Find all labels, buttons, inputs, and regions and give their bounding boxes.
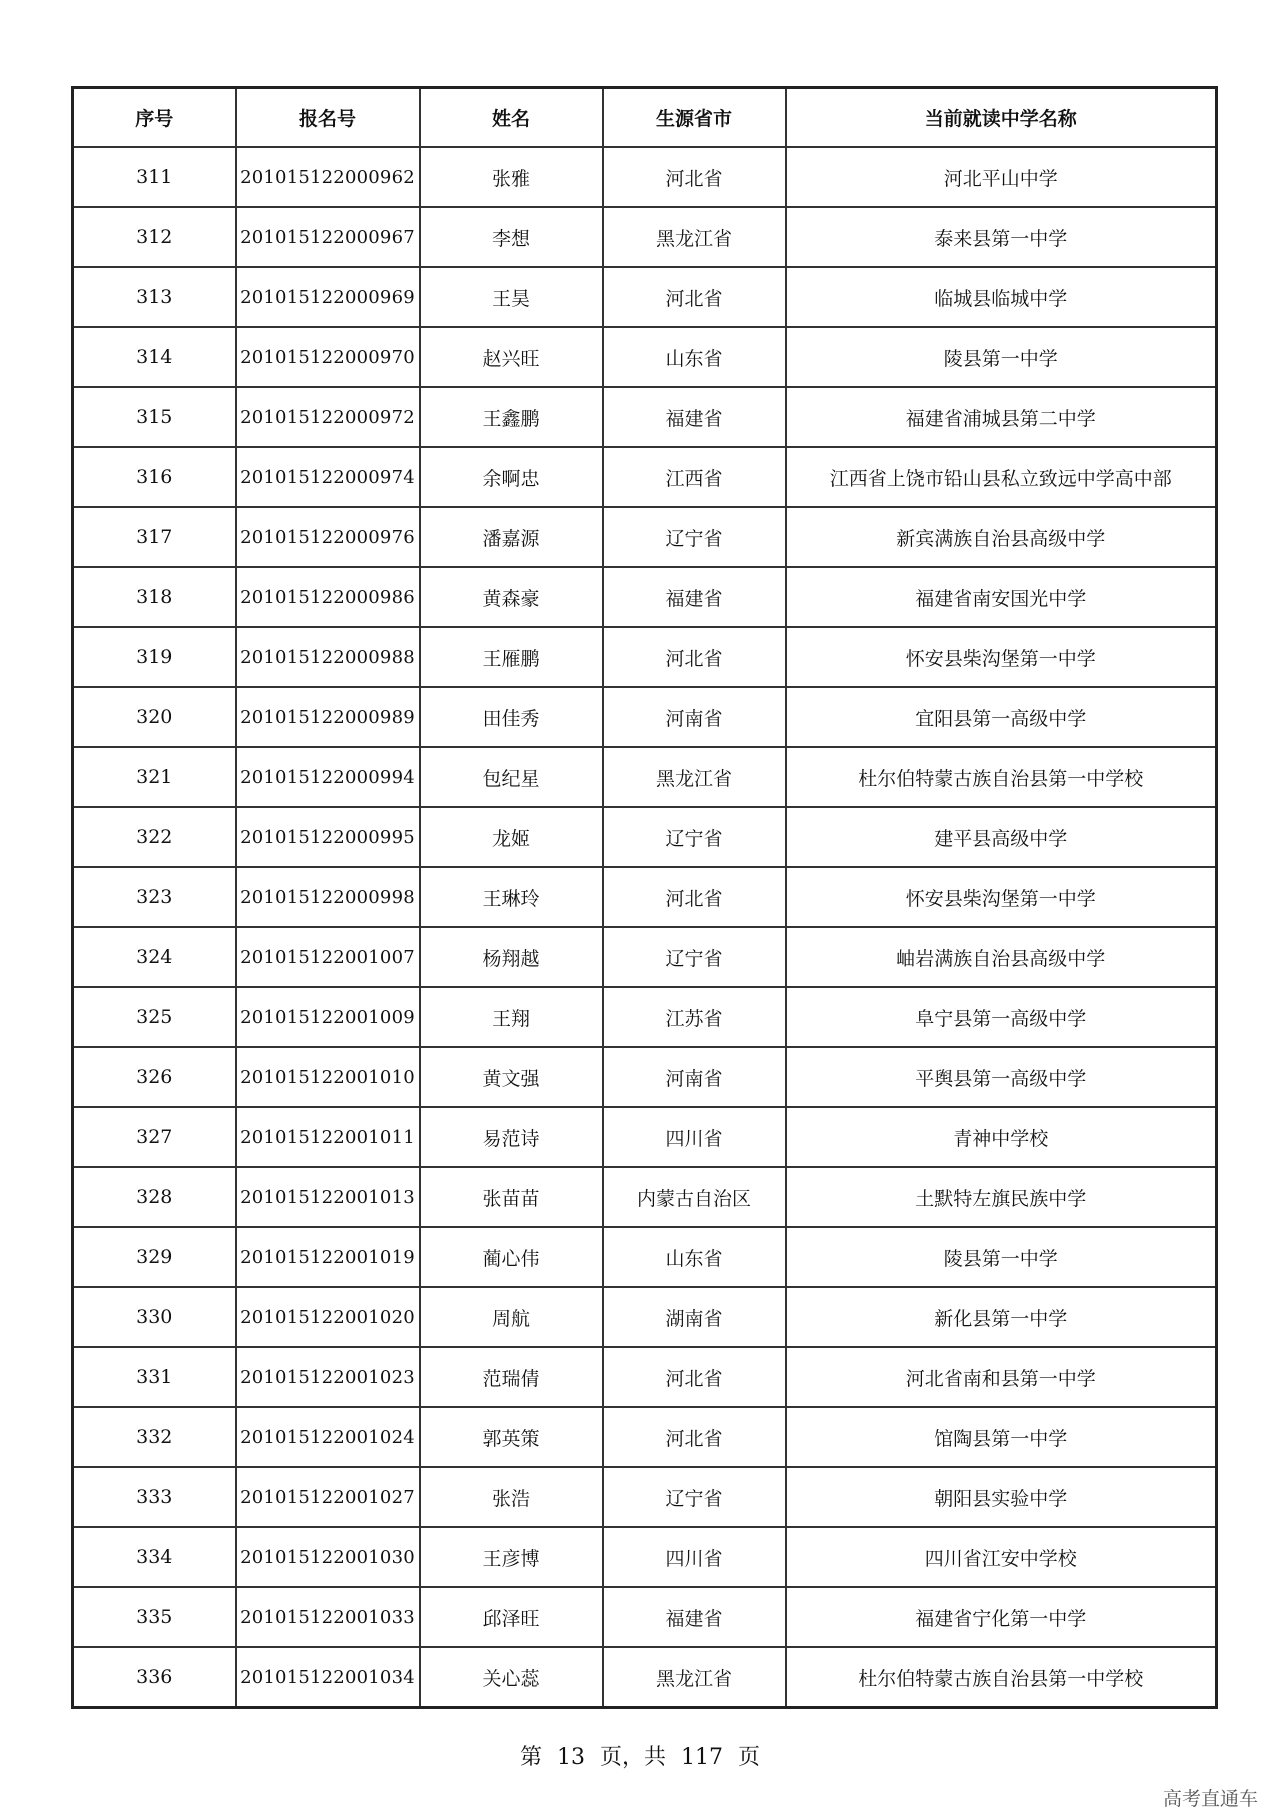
cell-school: 杜尔伯特蒙古族自治县第一中学校 bbox=[786, 747, 1217, 807]
table-header-row bbox=[73, 88, 1217, 148]
table-row bbox=[73, 747, 1217, 807]
cell-province: 河北省 bbox=[603, 627, 786, 687]
cell-registration-number: 201015122000995 bbox=[236, 807, 420, 867]
table-row bbox=[73, 267, 1217, 327]
cell-school: 四川省江安中学校 bbox=[786, 1527, 1217, 1587]
table-row bbox=[73, 687, 1217, 747]
cell-school: 建平县高级中学 bbox=[786, 807, 1217, 867]
cell-seq: 328 bbox=[73, 1167, 236, 1227]
table-row bbox=[73, 447, 1217, 507]
cell-seq: 334 bbox=[73, 1527, 236, 1587]
cell-name: 杨翔越 bbox=[420, 927, 603, 987]
cell-name: 王彦博 bbox=[420, 1527, 603, 1587]
cell-school: 陵县第一中学 bbox=[786, 327, 1217, 387]
cell-province: 内蒙古自治区 bbox=[603, 1167, 786, 1227]
cell-seq: 320 bbox=[73, 687, 236, 747]
cell-name: 范瑞倩 bbox=[420, 1347, 603, 1407]
cell-name: 黄森豪 bbox=[420, 567, 603, 627]
cell-school: 怀安县柴沟堡第一中学 bbox=[786, 627, 1217, 687]
cell-seq: 313 bbox=[73, 267, 236, 327]
cell-province: 辽宁省 bbox=[603, 1467, 786, 1527]
cell-school: 新宾满族自治县高级中学 bbox=[786, 507, 1217, 567]
cell-registration-number: 201015122000962 bbox=[236, 147, 420, 207]
cell-registration-number: 201015122000969 bbox=[236, 267, 420, 327]
cell-province: 河南省 bbox=[603, 1047, 786, 1107]
cell-school: 福建省浦城县第二中学 bbox=[786, 387, 1217, 447]
cell-province: 福建省 bbox=[603, 1587, 786, 1647]
header-seq: 序号 bbox=[73, 88, 236, 148]
page-number: 第 13 页，共 117 页 bbox=[520, 1745, 760, 1770]
cell-registration-number: 201015122001019 bbox=[236, 1227, 420, 1287]
cell-province: 江苏省 bbox=[603, 987, 786, 1047]
cell-name: 李想 bbox=[420, 207, 603, 267]
cell-name: 王雁鹏 bbox=[420, 627, 603, 687]
cell-school: 河北省南和县第一中学 bbox=[786, 1347, 1217, 1407]
header-name: 姓名 bbox=[420, 88, 603, 148]
cell-name: 王鑫鹏 bbox=[420, 387, 603, 447]
cell-province: 江西省 bbox=[603, 447, 786, 507]
cell-registration-number: 201015122001023 bbox=[236, 1347, 420, 1407]
cell-registration-number: 201015122000974 bbox=[236, 447, 420, 507]
cell-school: 土默特左旗民族中学 bbox=[786, 1167, 1217, 1227]
cell-school: 临城县临城中学 bbox=[786, 267, 1217, 327]
cell-name: 黄文强 bbox=[420, 1047, 603, 1107]
table-row bbox=[73, 1587, 1217, 1647]
cell-name: 周航 bbox=[420, 1287, 603, 1347]
cell-seq: 332 bbox=[73, 1407, 236, 1467]
cell-seq: 322 bbox=[73, 807, 236, 867]
cell-registration-number: 201015122000994 bbox=[236, 747, 420, 807]
cell-registration-number: 201015122001034 bbox=[236, 1647, 420, 1708]
cell-school: 河北平山中学 bbox=[786, 147, 1217, 207]
cell-seq: 330 bbox=[73, 1287, 236, 1347]
cell-seq: 316 bbox=[73, 447, 236, 507]
table-row bbox=[73, 1347, 1217, 1407]
cell-province: 河北省 bbox=[603, 147, 786, 207]
cell-province: 山东省 bbox=[603, 327, 786, 387]
roster-table bbox=[71, 86, 1218, 1709]
roster-table-container bbox=[71, 86, 1215, 1709]
cell-seq: 312 bbox=[73, 207, 236, 267]
cell-school: 青神中学校 bbox=[786, 1107, 1217, 1167]
cell-seq: 336 bbox=[73, 1647, 236, 1708]
cell-registration-number: 201015122001027 bbox=[236, 1467, 420, 1527]
cell-school: 阜宁县第一高级中学 bbox=[786, 987, 1217, 1047]
cell-province: 辽宁省 bbox=[603, 507, 786, 567]
cell-seq: 326 bbox=[73, 1047, 236, 1107]
table-row bbox=[73, 867, 1217, 927]
table-row bbox=[73, 327, 1217, 387]
cell-school: 岫岩满族自治县高级中学 bbox=[786, 927, 1217, 987]
cell-school: 怀安县柴沟堡第一中学 bbox=[786, 867, 1217, 927]
cell-name: 郭英策 bbox=[420, 1407, 603, 1467]
cell-province: 湖南省 bbox=[603, 1287, 786, 1347]
cell-registration-number: 201015122000972 bbox=[236, 387, 420, 447]
cell-province: 黑龙江省 bbox=[603, 207, 786, 267]
table-row bbox=[73, 207, 1217, 267]
cell-province: 河北省 bbox=[603, 1347, 786, 1407]
table-row bbox=[73, 1527, 1217, 1587]
cell-seq: 327 bbox=[73, 1107, 236, 1167]
cell-name: 赵兴旺 bbox=[420, 327, 603, 387]
cell-seq: 329 bbox=[73, 1227, 236, 1287]
cell-name: 余啊忠 bbox=[420, 447, 603, 507]
header-school: 当前就读中学名称 bbox=[786, 88, 1217, 148]
table-row bbox=[73, 1407, 1217, 1467]
table-row bbox=[73, 507, 1217, 567]
table-row bbox=[73, 1287, 1217, 1347]
cell-name: 关心蕊 bbox=[420, 1647, 603, 1708]
cell-seq: 321 bbox=[73, 747, 236, 807]
cell-registration-number: 201015122000967 bbox=[236, 207, 420, 267]
cell-seq: 314 bbox=[73, 327, 236, 387]
table-row bbox=[73, 1227, 1217, 1287]
cell-registration-number: 201015122001009 bbox=[236, 987, 420, 1047]
table-row bbox=[73, 987, 1217, 1047]
cell-seq: 318 bbox=[73, 567, 236, 627]
table-row bbox=[73, 927, 1217, 987]
table-row bbox=[73, 807, 1217, 867]
watermark-logo: 高考直通车 bbox=[1162, 1788, 1258, 1810]
cell-registration-number: 201015122001011 bbox=[236, 1107, 420, 1167]
cell-seq: 315 bbox=[73, 387, 236, 447]
cell-province: 河北省 bbox=[603, 267, 786, 327]
cell-seq: 324 bbox=[73, 927, 236, 987]
cell-registration-number: 201015122000986 bbox=[236, 567, 420, 627]
cell-seq: 331 bbox=[73, 1347, 236, 1407]
cell-school: 平舆县第一高级中学 bbox=[786, 1047, 1217, 1107]
cell-province: 黑龙江省 bbox=[603, 1647, 786, 1708]
table-row bbox=[73, 567, 1217, 627]
table-row bbox=[73, 1647, 1217, 1708]
cell-province: 四川省 bbox=[603, 1107, 786, 1167]
cell-name: 龙姬 bbox=[420, 807, 603, 867]
header-province: 生源省市 bbox=[603, 88, 786, 148]
cell-school: 朝阳县实验中学 bbox=[786, 1467, 1217, 1527]
cell-registration-number: 201015122000970 bbox=[236, 327, 420, 387]
cell-registration-number: 201015122001013 bbox=[236, 1167, 420, 1227]
cell-seq: 319 bbox=[73, 627, 236, 687]
cell-name: 张雅 bbox=[420, 147, 603, 207]
cell-name: 田佳秀 bbox=[420, 687, 603, 747]
cell-school: 江西省上饶市铅山县私立致远中学高中部 bbox=[786, 447, 1217, 507]
cell-school: 新化县第一中学 bbox=[786, 1287, 1217, 1347]
cell-province: 辽宁省 bbox=[603, 807, 786, 867]
cell-name: 易范诗 bbox=[420, 1107, 603, 1167]
cell-school: 杜尔伯特蒙古族自治县第一中学校 bbox=[786, 1647, 1217, 1708]
cell-registration-number: 201015122001010 bbox=[236, 1047, 420, 1107]
cell-name: 潘嘉源 bbox=[420, 507, 603, 567]
cell-seq: 333 bbox=[73, 1467, 236, 1527]
cell-registration-number: 201015122001030 bbox=[236, 1527, 420, 1587]
cell-school: 泰来县第一中学 bbox=[786, 207, 1217, 267]
cell-name: 蔺心伟 bbox=[420, 1227, 603, 1287]
cell-name: 王昊 bbox=[420, 267, 603, 327]
table-row bbox=[73, 147, 1217, 207]
cell-registration-number: 201015122001024 bbox=[236, 1407, 420, 1467]
cell-registration-number: 201015122000988 bbox=[236, 627, 420, 687]
cell-province: 山东省 bbox=[603, 1227, 786, 1287]
cell-registration-number: 201015122000998 bbox=[236, 867, 420, 927]
cell-seq: 335 bbox=[73, 1587, 236, 1647]
cell-registration-number: 201015122001020 bbox=[236, 1287, 420, 1347]
table-row bbox=[73, 1107, 1217, 1167]
table-row bbox=[73, 387, 1217, 447]
cell-name: 包纪星 bbox=[420, 747, 603, 807]
cell-province: 黑龙江省 bbox=[603, 747, 786, 807]
cell-province: 辽宁省 bbox=[603, 927, 786, 987]
cell-registration-number: 201015122000989 bbox=[236, 687, 420, 747]
cell-school: 陵县第一中学 bbox=[786, 1227, 1217, 1287]
cell-school: 宜阳县第一高级中学 bbox=[786, 687, 1217, 747]
cell-school: 福建省宁化第一中学 bbox=[786, 1587, 1217, 1647]
cell-name: 王翔 bbox=[420, 987, 603, 1047]
cell-province: 福建省 bbox=[603, 387, 786, 447]
cell-school: 福建省南安国光中学 bbox=[786, 567, 1217, 627]
cell-province: 福建省 bbox=[603, 567, 786, 627]
cell-name: 张浩 bbox=[420, 1467, 603, 1527]
cell-registration-number: 201015122000976 bbox=[236, 507, 420, 567]
cell-school: 馆陶县第一中学 bbox=[786, 1407, 1217, 1467]
cell-province: 河北省 bbox=[603, 867, 786, 927]
table-row bbox=[73, 1467, 1217, 1527]
header-registration-number: 报名号 bbox=[236, 88, 420, 148]
cell-seq: 317 bbox=[73, 507, 236, 567]
table-row bbox=[73, 1167, 1217, 1227]
cell-name: 王琳玲 bbox=[420, 867, 603, 927]
cell-name: 张苗苗 bbox=[420, 1167, 603, 1227]
cell-province: 河南省 bbox=[603, 687, 786, 747]
cell-province: 四川省 bbox=[603, 1527, 786, 1587]
cell-name: 邱泽旺 bbox=[420, 1587, 603, 1647]
cell-seq: 325 bbox=[73, 987, 236, 1047]
cell-seq: 323 bbox=[73, 867, 236, 927]
cell-province: 河北省 bbox=[603, 1407, 786, 1467]
table-row bbox=[73, 627, 1217, 687]
cell-seq: 311 bbox=[73, 147, 236, 207]
cell-registration-number: 201015122001033 bbox=[236, 1587, 420, 1647]
table-row bbox=[73, 1047, 1217, 1107]
table-body bbox=[73, 147, 1217, 1708]
cell-registration-number: 201015122001007 bbox=[236, 927, 420, 987]
